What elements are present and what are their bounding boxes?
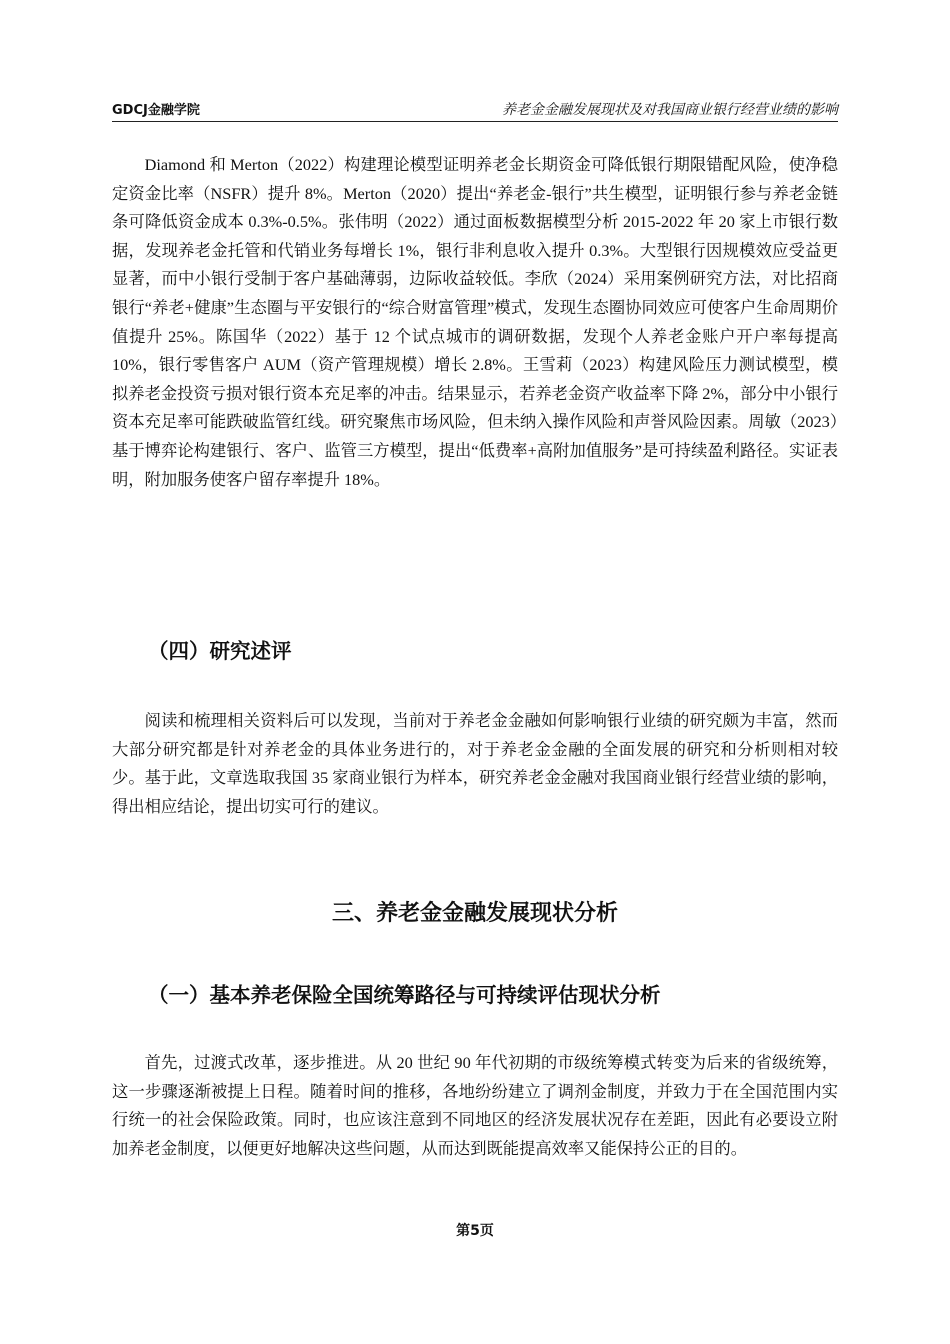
page-header [112,99,838,122]
header-paper-title: 养老金金融发展现状及对我国商业银行经营业绩的影响 [502,103,838,118]
section-title: 三、养老金金融发展现状分析 [331,901,618,926]
header-institution: GDCJ金融学院 [112,103,200,118]
paragraph-pension-reform: 首先，过渡式改革，逐步推进。从 20 世纪 90 年代初期的市级统筹模式转变为后来的省级统筹，这一步骤逐渐被提上日程。随着时间的推移，各地纷纷建立了调剂金制度，并致力于在全国范围内实行统一的社会保险政策。同时，也应该注意到不同地区的经济发展状况存在差距，因此有必要设立附加养老金制度，以便更好地解决这些问题，从而达到既能提高效率又能保持公正的目的。 [112,1053,838,1158]
paragraph-research-review: 阅读和梳理相关资料后可以发现，当前对于养老金金融如何影响银行业绩的研究颇为丰富，然而大部分研究都是针对养老金的具体业务进行的，对于养老金金融的全面发展的研究和分析则相对较少。基于此，文章选取我国 35 家商业银行为样本，研究养老金金融对我国商业银行经营业绩的影响，得出相应结论，提出切实可行的建议。 [112,711,838,816]
subheading-pension-insurance: （一）基本养老保险全国统筹路径与可持续评估现状分析 [148,983,661,1007]
page-number: 第5页 [456,1223,494,1239]
subheading-research-review: （四）研究述评 [148,639,292,663]
paragraph-literature-review: Diamond 和 Merton（2022）构建理论模型证明养老金长期资金可降低银行期限错配风险，使净稳定资金比率（NSFR）提升 8%。Merton（2020）提出“养老金-银行”共生模型，证明银行参与养老金链条可降低资金成本 0.3%-0.5%。张伟明（2022）通过面板数据模型分析 2015-2022 年 20 家上市银行数据，发现养老金托管和代销业务每增长 1%，银行非利息收入提升 0.3%。大型银行因规模效应受益更显著，而中小银行受制于客户基础薄弱，边际收益较低。李欣（2024）采用案例研究方法，对比招商银行“养老+健康”生态圈与平安银行的“综合财富管理”模式，发现生态圈协同效应可使客户生命周期价值提升 25%。陈国华（2022）基于 12 个试点城市的调研数据，发现个人养老金账户开户率每提高 10%，银行零售客户 AUM（资产管理规模）增长 2.8%。王雪莉（2023）构建风险压力测试模型，模拟养老金投资亏损对银行资本充足率的冲击。结果显示，若养老金资产收益率下降 2%，部分中小银行资本充足率可能跌破监管红线。研究聚焦市场风险，但未纳入操作风险和声誉风险因素。周敏（2023）基于博弈论构建银行、客户、监管三方模型，提出“低费率+高附加值服务”是可持续盈利路径。实证表明，附加服务使客户留存率提升 18%。 [112,155,838,489]
